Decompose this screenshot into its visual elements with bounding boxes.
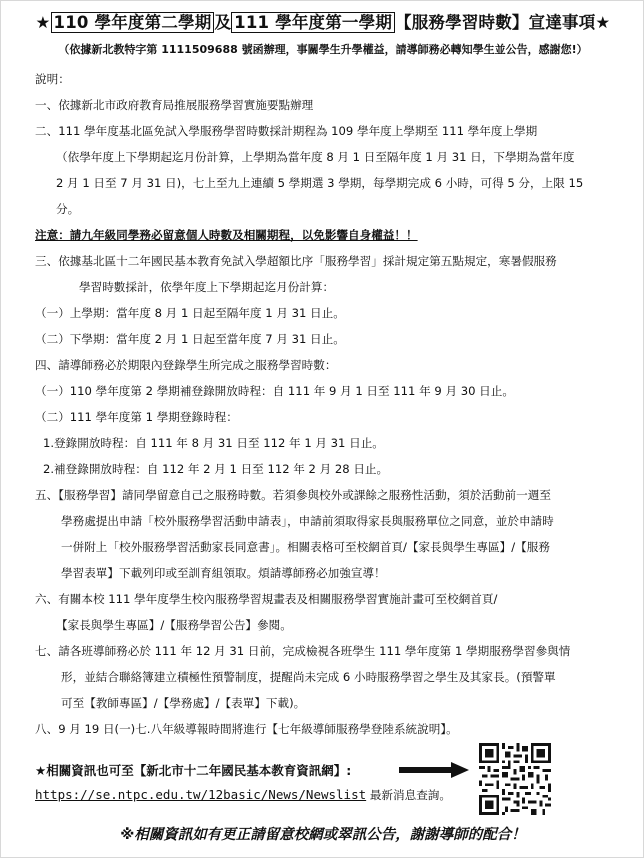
item-2-line-4: 分。 — [56, 202, 80, 216]
item-6-line-2: 【家長與學生專區】/【服務學習公告】參閱。 — [56, 618, 292, 632]
item-8: 八、9 月 19 日(一)七.八年級導報時間將進行【七年級導師服務學登陸系統說明】。 — [35, 722, 458, 736]
title-topic: 【服務學習時數】宣達事項★ — [395, 13, 611, 32]
right-arrow-icon — [399, 762, 469, 778]
item-1: 一、依據新北市政府教育局推展服務學習實施要點辦理 — [35, 98, 314, 112]
resource-link[interactable]: https://se.ntpc.edu.tw/12basic/News/Newslist — [35, 787, 367, 802]
qr-code-icon — [479, 743, 551, 815]
footer-note: ※相關資訊如有更正請留意校網或翠訊公告，謝謝導師的配合！ — [120, 827, 526, 843]
resource-label: ★相關資訊也可至【新北市十二年國民基本教育資訊網】: — [35, 763, 352, 778]
title-star: ★ — [35, 13, 51, 32]
item-7-line-2: 形，並結合聯絡簿建立積極性預警制度，提醒尚未完成 6 小時服務學習之學生及其家長。(預警單 — [61, 670, 556, 684]
resource-suffix: 最新消息查詢。 — [369, 788, 451, 802]
item-5-line-4: 學習表單】下載列印或至訓育組領取。煩請導師務必加強宣導！ — [61, 566, 386, 580]
title-term-1: 110 學年度第二學期 — [51, 12, 215, 33]
item-5-line-2: 學務處提出申請「校外服務學習活動申請表」，申請前須取得家長與服務單位之同意，並於申請時 — [61, 514, 554, 528]
item-4-sub-b: （二）111 學年度第 1 學期登錄時程： — [35, 410, 238, 424]
item-4-sub-a: （一）110 學年度第 2 學期補登錄開放時程：自 111 年 9 月 1 日至 111 年 9 月 30 日止。 — [35, 384, 514, 398]
item-5-line-1: 五、【服務學習】請同學留意自己之服務時數。若須參與校外或課餘之服務性活動，須於活動前一週至 — [35, 488, 551, 502]
intro-label: 說明： — [35, 72, 70, 86]
item-5-line-3: 一併附上「校外服務學習活動家長同意書」。相關表格可至校網首頁/【家長與學生專區】/【服務 — [61, 540, 550, 554]
title-term-2: 111 學年度第一學期 — [231, 12, 395, 33]
title-join: 及 — [214, 13, 232, 32]
item-7-line-1: 七、請各班導師務必於 111 年 12 月 31 日前，完成檢視各班學生 111 學年度第 1 學期服務學習參與情 — [35, 644, 571, 658]
item-2-line-2: （依學年度上下學期起迄月份計算，上學期為當年度 8 月 1 日至隔年度 1 月 31 日，下學期為當年度 — [56, 150, 575, 164]
item-2-line-1: 二、111 學年度基北區免試入學服務學習時數採計期程為 109 學年度上學期至 111 學年度上學期 — [35, 124, 538, 138]
page-title — [1, 9, 644, 33]
notice-line: 注意：請九年級同學務必留意個人時數及相關期程，以免影響自身權益！！ — [35, 228, 418, 242]
item-4: 四、請導師務必於期限內登錄學生所完成之服務學習時數： — [35, 358, 337, 372]
item-3-line-1: 三、依據基北區十二年國民基本教育免試入學超額比序「服務學習」採計規定第五點規定，寒暑假服務 — [35, 254, 557, 268]
item-4-sub-b-2: 2.補登錄開放時程：自 112 年 2 月 1 日至 112 年 2 月 28 日止。 — [43, 462, 389, 476]
item-4-sub-b-1: 1.登錄開放時程：自 111 年 8 月 31 日至 112 年 1 月 31 日止。 — [43, 436, 384, 450]
item-7-line-3: 可至【教師專區】/【學務處】/【表單】下載)。 — [61, 696, 306, 710]
item-6-line-1: 六、有關本校 111 學年度學生校內服務學習規畫表及相關服務學習實施計畫可至校網首頁/ — [35, 592, 498, 606]
item-2-line-3: 2 月 1 日至 7 月 31 日)，七上至九上連續 5 學期選 3 學期，每學期完成 6 小時，可得 5 分，上限 15 — [56, 176, 584, 190]
item-3-sub-b: （二）下學期：當年度 2 月 1 日起至當年度 7 月 31 日止。 — [35, 332, 345, 346]
document-reference: （依據新北教特字第 1111509688 號函辦理，事關學生升學權益，請導師務必轉知學生並公告，感謝您!） — [58, 43, 588, 56]
item-3-line-2: 學習時數採計，依學年度上下學期起迄月份計算： — [79, 280, 335, 294]
resource-line — [35, 787, 451, 803]
item-3-sub-a: （一）上學期：當年度 8 月 1 日起至隔年度 1 月 31 日止。 — [35, 306, 345, 320]
